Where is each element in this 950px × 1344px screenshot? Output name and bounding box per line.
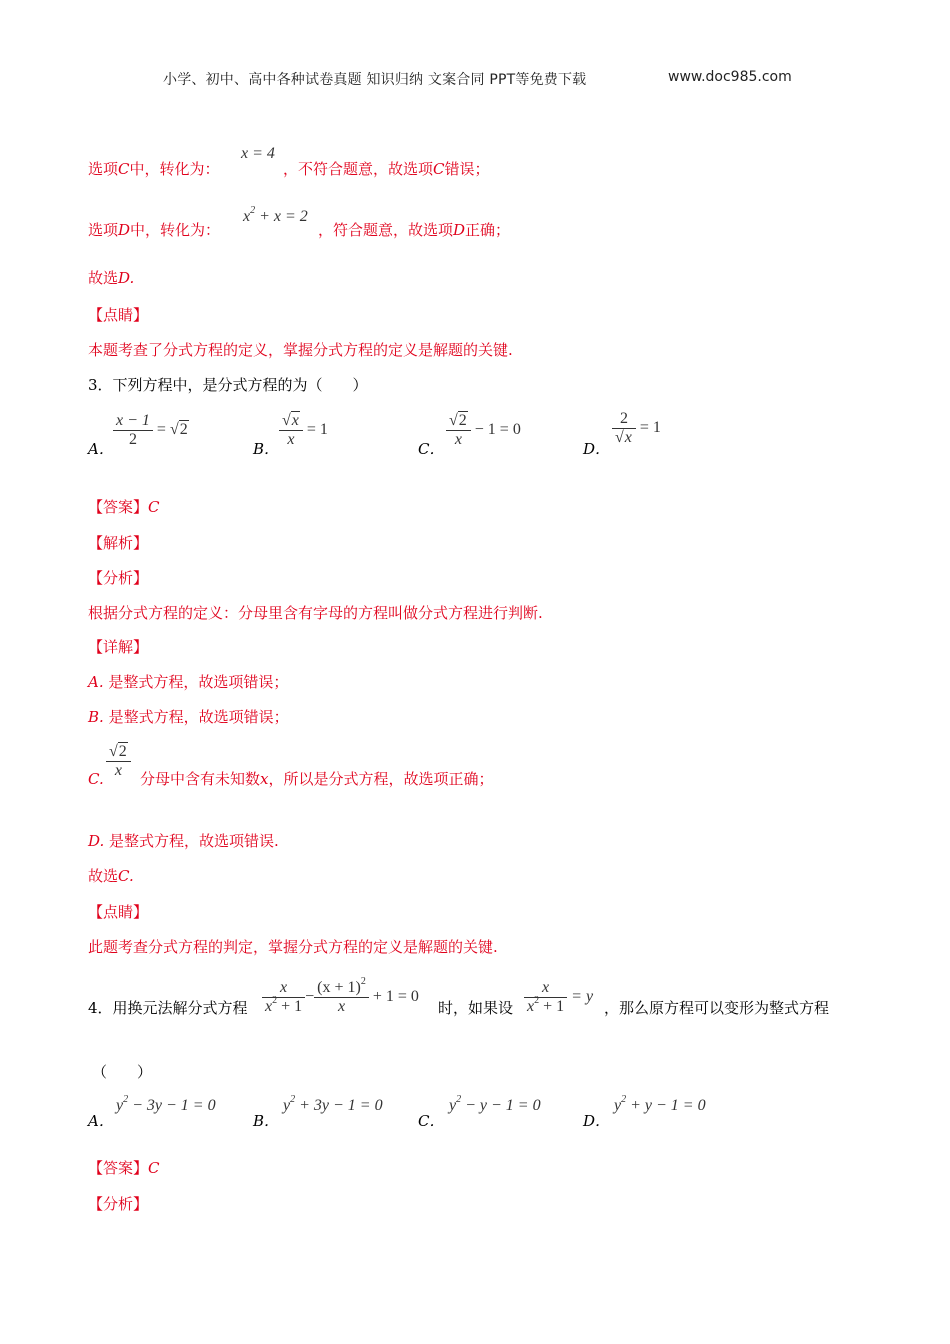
q3-option-c-eq (446, 412, 521, 449)
sqrt: √2 (169, 421, 188, 439)
minus: − (305, 988, 315, 1006)
numerator (279, 412, 303, 431)
fraction (113, 412, 153, 449)
text: + 1 (277, 998, 303, 1015)
exponent: 2 (621, 1094, 627, 1105)
q4-option-b-label: B． (253, 1112, 280, 1130)
fraction (314, 976, 369, 1016)
sqrt: √x (282, 412, 299, 429)
text: 中，转化为： (130, 221, 221, 239)
numerator: x − 1 (113, 412, 153, 431)
q3-answer (88, 497, 160, 517)
var: x (527, 998, 535, 1015)
q3-conclusion (88, 866, 134, 886)
sqrt: √x (615, 429, 632, 446)
answer-tag: 【答案】 (88, 498, 149, 516)
text: + 3y − 1 = 0 (295, 1097, 383, 1114)
text: = (156, 421, 170, 439)
prev-dianjing-text: 本题考查了分式方程的定义，掌握分式方程的定义是解题的关键. (88, 341, 513, 359)
q4-option-d-label: D． (583, 1112, 611, 1130)
q4-option-a-label: A． (88, 1112, 114, 1130)
q3-detail-b (88, 707, 289, 727)
text: − 3y − 1 = 0 (128, 1097, 216, 1114)
answer-value: C (148, 1159, 160, 1177)
text: = 1 (306, 421, 328, 439)
letter: C. (118, 867, 134, 885)
q3-detail-a (88, 672, 288, 692)
denominator: x (114, 762, 122, 779)
exponent: 2 (250, 205, 256, 216)
q4-fenxi-tag: 【分析】 (88, 1195, 149, 1213)
denominator: x (337, 998, 346, 1015)
letter: C (118, 160, 130, 178)
exponent: 2 (290, 1094, 296, 1105)
q3-option-c-label: C． (418, 440, 445, 458)
text: 是整式方程，故选项错误； (103, 673, 289, 691)
q3-fenxi-tag: 【分析】 (88, 569, 149, 587)
numerator: x (524, 979, 567, 998)
option-d-verdict (318, 220, 510, 240)
text: 中，转化为： (129, 160, 220, 178)
q3-dianjing-text: 此题考查分式方程的判定，掌握分式方程的定义是解题的关键. (88, 938, 498, 956)
fraction (612, 410, 636, 447)
letter: B. (88, 708, 104, 726)
text: − 1 = 0 (474, 421, 521, 439)
option-c-verdict (283, 159, 490, 179)
numerator: 2 (612, 410, 636, 429)
eq-x-4: x = 4 (241, 145, 275, 162)
exponent: 2 (272, 995, 278, 1006)
text: − y − 1 = 0 (461, 1097, 541, 1114)
text: = y (571, 988, 594, 1006)
exponent: 2 (360, 976, 366, 987)
numerator (446, 412, 471, 431)
text: ，不符合题意，故选项 (283, 160, 434, 178)
text: 是整式方程，故选项错误. (104, 832, 279, 850)
radicand: 2 (179, 421, 188, 439)
exponent: 2 (123, 1094, 129, 1105)
var: y (614, 1097, 622, 1114)
q3-detail-d (88, 831, 279, 851)
letter: D. (118, 269, 135, 287)
sqrt: √2 (449, 412, 467, 429)
denominator (262, 995, 305, 1016)
text: 是整式方程，故选项错误； (103, 708, 289, 726)
q4-option-d-eq (614, 1094, 706, 1115)
header-url: www.doc985.com (668, 69, 792, 85)
q4-option-b-eq (283, 1094, 383, 1115)
text: 选项 (88, 221, 119, 239)
radicand: x (291, 412, 299, 429)
radicand: 2 (458, 412, 467, 429)
exponent: 2 (534, 995, 540, 1006)
q3-detail-c-letter (88, 769, 104, 789)
letter: D. (88, 832, 105, 850)
q3-option-d-label: D． (583, 440, 611, 458)
q3-option-b-label: B． (253, 440, 280, 458)
text: + 1 (539, 998, 565, 1015)
denominator (612, 429, 636, 447)
text: ，所以是分式方程，故选项正确； (268, 770, 494, 788)
text: 错误； (444, 160, 490, 178)
letter: C (433, 160, 445, 178)
var: y (116, 1097, 124, 1114)
q3-detail-c-fraction (106, 743, 131, 780)
option-d-analysis (88, 220, 220, 240)
option-c-analysis (88, 159, 220, 179)
q3-option-d-eq (612, 410, 661, 447)
text: 选项 (88, 160, 119, 178)
letter: A. (88, 673, 104, 691)
letter: D (453, 221, 466, 239)
var: x (265, 998, 273, 1015)
q4-substitution (524, 979, 593, 1016)
q4-stem-b: 时，如果设 (438, 999, 514, 1017)
text: = 1 (639, 419, 661, 437)
prev-dianjing-tag: 【点睛】 (88, 306, 149, 324)
q4-stem-c: ，那么原方程可以变形为整式方程 (604, 999, 830, 1017)
q3-detail-c-text (140, 769, 494, 789)
q4-option-c-eq (449, 1094, 541, 1115)
numerator: x (262, 979, 305, 998)
prev-conclusion (88, 268, 134, 288)
text: 故选 (88, 867, 119, 885)
numerator (314, 976, 369, 998)
variable: x (260, 770, 269, 788)
page-header (0, 66, 950, 94)
radicand: x (624, 429, 632, 446)
q4-paren: （ ） (92, 1063, 153, 1081)
text: (x + 1) (317, 979, 361, 996)
q4-answer (88, 1158, 160, 1178)
q3-jiexi-tag: 【解析】 (88, 534, 149, 552)
var: y (449, 1097, 457, 1114)
q3-stem: 3．下列方程中，是分式方程的为（ ） (88, 376, 368, 394)
denominator (524, 995, 567, 1016)
answer-tag: 【答案】 (88, 1159, 149, 1177)
q3-option-a-eq (113, 412, 189, 449)
fraction (446, 412, 471, 449)
text: 分母中含有未知数 (140, 770, 261, 788)
fraction (106, 743, 131, 780)
q4-option-c-label: C． (418, 1112, 445, 1130)
q3-option-a-label: A． (88, 440, 114, 458)
eq-x2-x-2 (243, 205, 308, 226)
sqrt: √2 (109, 743, 127, 760)
text: + y − 1 = 0 (626, 1097, 706, 1114)
q4-stem-a: 4．用换元法解分式方程 (88, 999, 248, 1017)
numerator (106, 743, 131, 762)
text: ，符合题意，故选项 (318, 221, 454, 239)
text: 故选 (88, 269, 119, 287)
q3-dianjing-tag: 【点睛】 (88, 903, 149, 921)
text: + x = 2 (255, 208, 308, 225)
text: + 1 = 0 (372, 988, 419, 1006)
answer-value: C (148, 498, 160, 516)
q3-xiangjie-tag: 【详解】 (88, 638, 149, 656)
header-text: 小学、初中、高中各种试卷真题 知识归纳 文案合同 PPT等免费下载 (163, 72, 587, 88)
var: y (283, 1097, 291, 1114)
radicand: 2 (118, 743, 127, 760)
q3-fenxi-text: 根据分式方程的定义：分母里含有字母的方程叫做分式方程进行判断. (88, 604, 543, 622)
fraction (262, 979, 305, 1016)
fraction (279, 412, 303, 449)
q4-option-a-eq (116, 1094, 216, 1115)
letter: D (118, 221, 131, 239)
var: x (243, 208, 251, 225)
letter: C. (88, 770, 104, 788)
denominator: 2 (128, 431, 137, 448)
text: 正确； (465, 221, 511, 239)
fraction (524, 979, 567, 1016)
denominator: x (287, 431, 295, 448)
exponent: 2 (456, 1094, 462, 1105)
q4-equation (262, 976, 419, 1016)
denominator: x (454, 431, 462, 448)
q3-option-b-eq (279, 412, 328, 449)
